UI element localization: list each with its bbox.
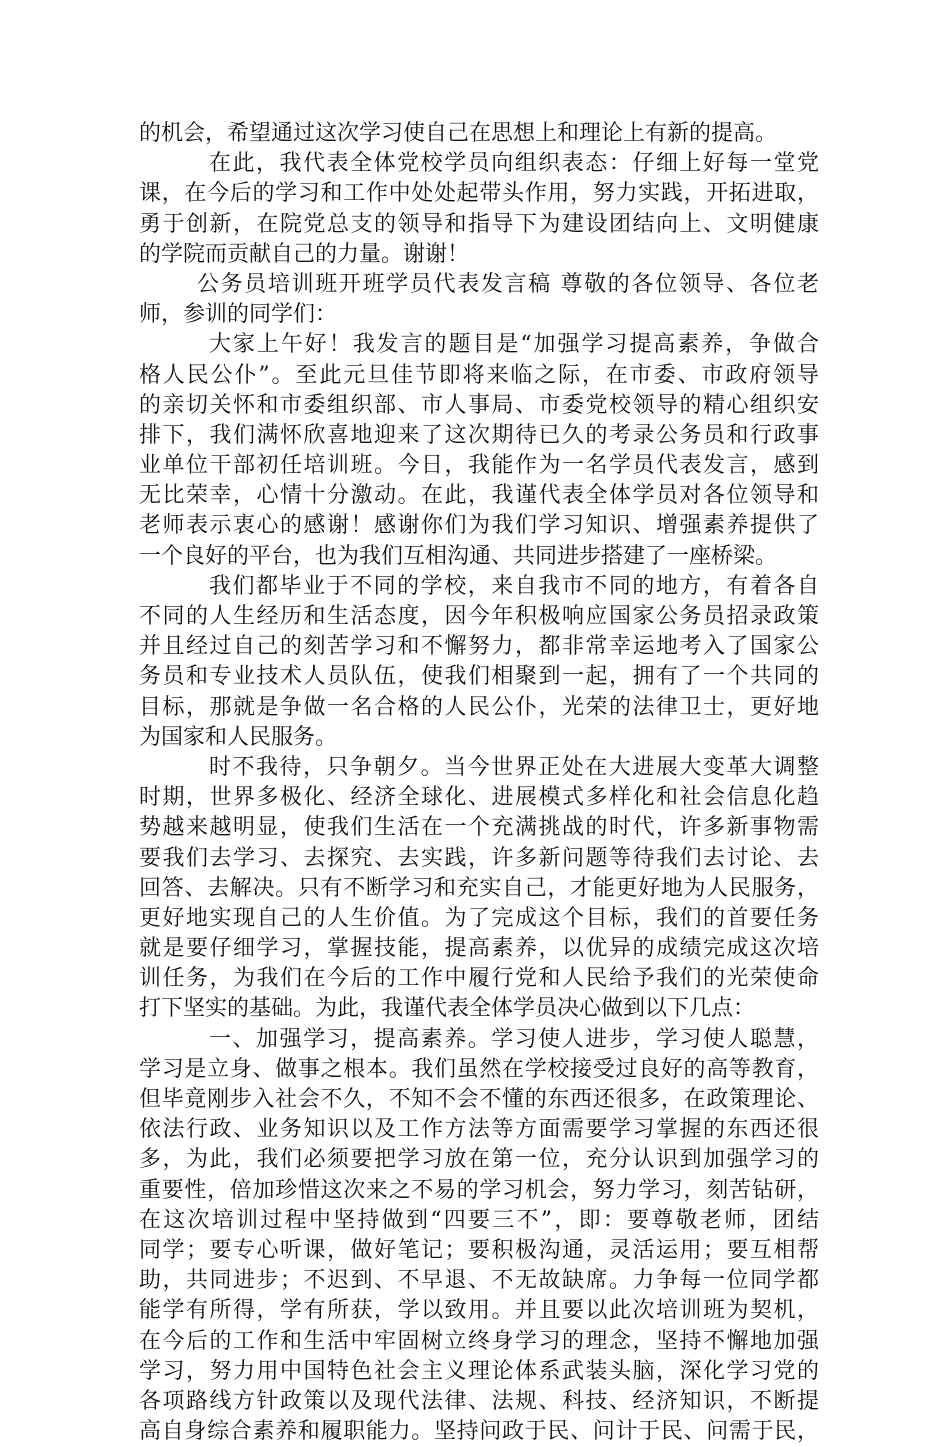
text-line: 的机会，希望通过这次学习使自己在思想上和理论上有新的提高。	[139, 121, 778, 146]
text-line: 排下，我们满怀欣喜地迎来了这次期待已久的考录公务员和行政事	[139, 422, 819, 448]
text-line: 一个良好的平台，也为我们互相沟通、共同进步搭建了一座桥梁。	[139, 543, 778, 569]
text-line: 一、加强学习，提高素养。学习使人进步，学习使人聪慧，	[209, 1026, 819, 1052]
text-line: 回答、去解决。只有不断学习和充实自己，才能更好地为人民服务，	[139, 875, 819, 901]
text-line: 势越来越明显，使我们生活在一个充满挑战的时代，许多新事物需	[139, 815, 819, 841]
text-line: 要我们去学习、去探究、去实践，许多新问题等待我们去讨论、去	[139, 845, 819, 871]
text-line: 格人民公仆”。至此元旦佳节即将来临之际，在市委、市政府领导	[139, 362, 819, 388]
text-line: 同学；要专心听课，做好笔记；要积极沟通，灵活运用；要互相帮	[139, 1237, 819, 1263]
text-line: 无比荣幸，心情十分激动。在此，我谨代表全体学员对各位领导和	[139, 483, 819, 509]
text-line: 助，共同进步；不迟到、不早退、不无故缺席。力争每一位同学都	[139, 1268, 819, 1294]
text-line: 勇于创新，在院党总支的领导和指导下为建设团结向上、文明健康	[139, 211, 819, 237]
text-line: 时不我待，只争朝夕。当今世界正处在大进展大变革大调整	[209, 754, 819, 780]
text-line: 课，在今后的学习和工作中处处起带头作用，努力实践，开拓进取，	[139, 181, 819, 207]
text-line: 公务员培训班开班学员代表发言稿 尊敬的各位领导、各位老	[197, 271, 819, 297]
text-line: 重要性，倍加珍惜这次来之不易的学习机会，努力学习，刻苦钻研，	[139, 1177, 819, 1203]
text-line: 的学院而贡献自己的力量。谢谢！	[139, 241, 470, 267]
text-line: 依法行政、业务知识以及工作方法等方面需要学习掌握的东西还很	[139, 1117, 819, 1143]
text-line: 老师表示衷心的感谢！感谢你们为我们学习知识、增强素养提供了	[139, 513, 819, 539]
text-line: 师，参训的同学们：	[139, 302, 338, 328]
text-line: 时期，世界多极化、经济全球化、进展模式多样化和社会信息化趋	[139, 785, 819, 811]
text-line: 各项路线方针政策以及现代法律、法规、科技、经济知识，不断提	[139, 1388, 819, 1414]
text-line: 为国家和人民服务。	[139, 724, 338, 750]
text-line: 高自身综合素养和履职能力。坚持问政于民、问计于民、问需于民，	[139, 1419, 819, 1445]
text-line: 的亲切关怀和市委组织部、市人事局、市委党校领导的精心组织安	[139, 392, 819, 418]
text-line: 就是要仔细学习，掌握技能，提高素养，以优异的成绩完成这次培	[139, 936, 819, 962]
text-line: 在这次培训过程中坚持做到“四要三不”，即：要尊敬老师，团结	[139, 1207, 819, 1233]
text-line: 训任务，为我们在今后的工作中履行党和人民给予我们的光荣使命	[139, 966, 819, 992]
text-line: 不同的人生经历和生活态度，因今年积极响应国家公务员招录政策	[139, 604, 819, 629]
text-line: 打下坚实的基础。为此，我谨代表全体学员决心做到以下几点：	[139, 996, 756, 1022]
text-line: 能学有所得，学有所获，学以致用。并且要以此次培训班为契机，	[139, 1298, 819, 1324]
document-body	[139, 119, 819, 1447]
text-line: 目标，那就是争做一名合格的人民公仆，光荣的法律卫士，更好地	[139, 694, 819, 720]
text-line: 务员和专业技术人员队伍，使我们相聚到一起，拥有了一个共同的	[139, 664, 819, 690]
text-line: 在此，我代表全体党校学员向组织表态：仔细上好每一堂党	[209, 151, 819, 177]
text-line: 业单位干部初任培训班。今日，我能作为一名学员代表发言，感到	[139, 453, 819, 479]
text-line: 更好地实现自己的人生价值。为了完成这个目标，我们的首要任务	[139, 905, 819, 931]
text-line: 在今后的工作和生活中牢固树立终身学习的理念，坚持不懈地加强	[139, 1328, 819, 1354]
text-line: 多，为此，我们必须要把学习放在第一位，充分认识到加强学习的	[139, 1147, 819, 1173]
text-line: 我们都毕业于不同的学校，来自我市不同的地方，有着各自	[209, 573, 819, 599]
text-line: 但毕竟刚步入社会不久，不知不会不懂的东西还很多，在政策理论、	[139, 1087, 819, 1112]
text-line: 学习是立身、做事之根本。我们虽然在学校接受过良好的高等教育，	[139, 1056, 819, 1082]
text-line: 大家上午好！我发言的题目是“加强学习提高素养，争做合	[209, 332, 819, 358]
text-line: 并且经过自己的刻苦学习和不懈努力，都非常幸运地考入了国家公	[139, 634, 819, 660]
text-line: 学习，努力用中国特色社会主义理论体系武装头脑，深化学习党的	[139, 1358, 819, 1384]
